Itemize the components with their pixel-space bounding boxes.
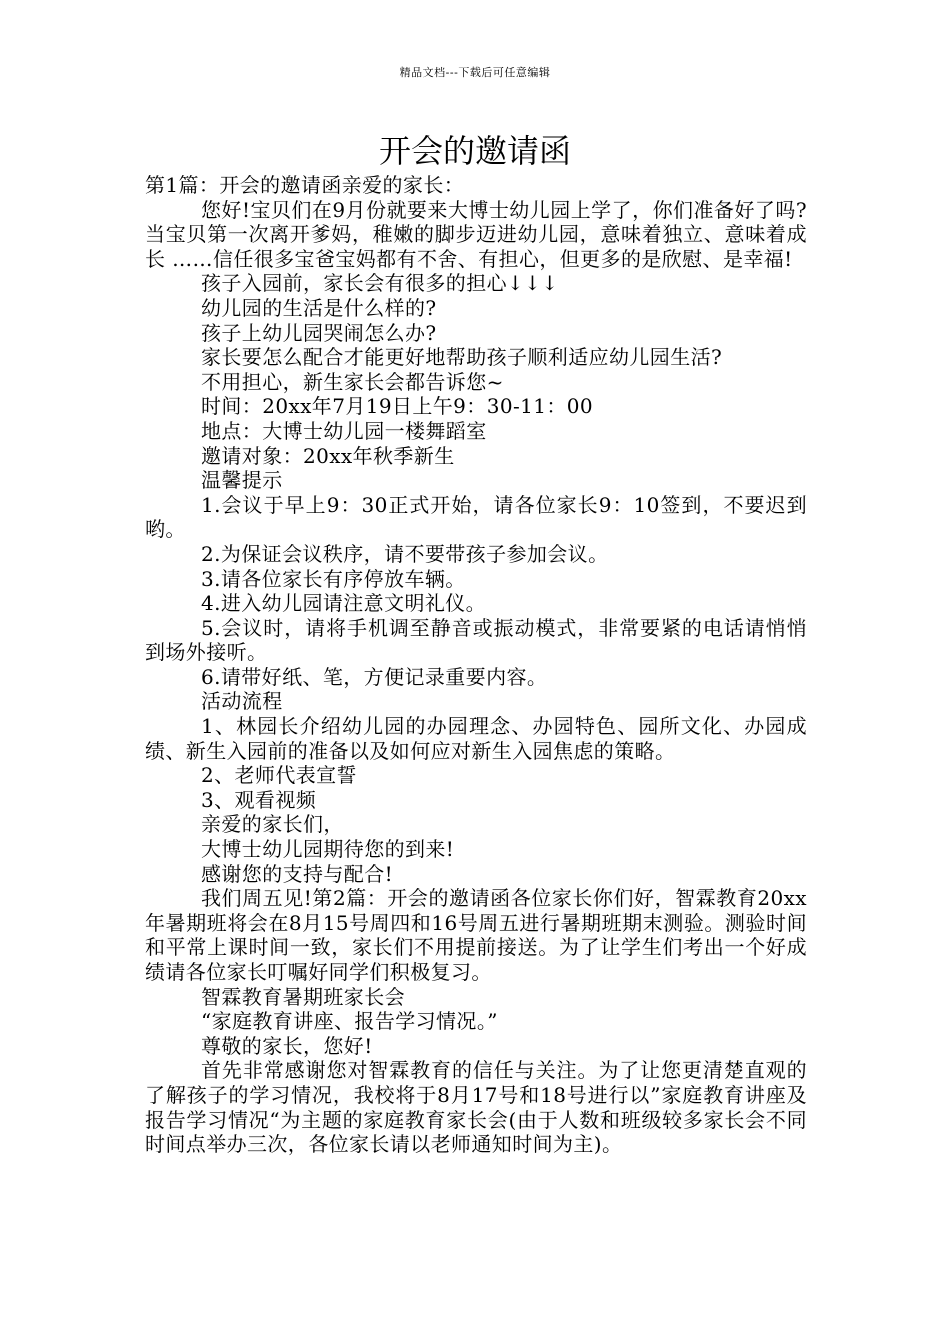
paragraph: 时间：20xx年7月19日上午9：30-11：00 (201, 394, 594, 419)
paragraph: 1、林园长介绍幼儿园的办园理念、办园特色、园所文化、办园成绩、新生入园前的准备以及如何应对新生入园焦虑的策略。 (145, 714, 807, 763)
paragraph: 5.会议时，请将手机调至静音或振动模式，非常要紧的电话请悄悄到场外接听。 (145, 615, 807, 665)
paragraph: 活动流程 (201, 689, 283, 714)
paragraph: 尊敬的家长，您好! (201, 1033, 373, 1058)
document-body (145, 173, 807, 1157)
paragraph: 不用担心，新生家长会都告诉您~ (201, 369, 504, 394)
paragraph: 6.请带好纸、笔，方便记录重要内容。 (201, 664, 548, 689)
paragraph: 2、老师代表宣誓 (201, 763, 357, 788)
paragraph: 邀请对象：20xx年秋季新生 (201, 443, 455, 468)
paragraph: 智霖教育暑期班家长会 (201, 984, 405, 1009)
page-header: 精品文档---下载后可任意编辑 (399, 66, 551, 79)
paragraph: 孩子入园前，家长会有很多的担心↓↓↓ (201, 271, 559, 296)
paragraph: 孩子上幼儿园哭闹怎么办? (201, 320, 437, 345)
document-title: 开会的邀请函 (378, 132, 571, 170)
paragraph: “家庭教育讲座、报告学习情况。” (201, 1009, 498, 1034)
paragraph: 温馨提示 (201, 468, 283, 493)
paragraph: 第1篇：开会的邀请函亲爱的家长： (145, 173, 465, 197)
paragraph: 首先非常感谢您对智霖教育的信任与关注。为了让您更清楚直观的了解孩子的学习情况，我校将于8月17号和18号进行以”家庭教育讲座及报告学习情况“为主题的家庭教育家长会(由于人数和班级较多家长会不同时间点举办三次，各位家长请以老师通知时间为主)。 (145, 1058, 807, 1157)
paragraph: 您好!宝贝们在9月份就要来大博士幼儿园上学了，你们准备好了吗?当宝贝第一次离开爹妈，稚嫩的脚步迈进幼儿园，意味着独立、意味着成长 ……信任很多宝爸宝妈都有不舍、有担心，但更多的是欣慰、是幸福! (145, 197, 807, 271)
paragraph: 4.进入幼儿园请注意文明礼仪。 (201, 591, 487, 616)
paragraph: 1.会议于早上9：30正式开始，请各位家长9：10签到，不要迟到哟。 (145, 492, 807, 542)
paragraph: 我们周五见!第2篇：开会的邀请函各位家长你们好，智霖教育20xx年暑期班将会在8月15号周四和16号周五进行暑期班期末测验。测验时间和平常上课时间一致，家长们不用提前接送。为了让学生们考出一个好成绩请各位家长叮嘱好同学们积极复习。 (145, 886, 807, 984)
paragraph: 幼儿园的生活是什么样的? (201, 295, 437, 320)
paragraph: 大博士幼儿园期待您的到来! (201, 837, 455, 862)
paragraph: 家长要怎么配合才能更好地帮助孩子顺利适应幼儿园生活? (201, 345, 723, 370)
paragraph: 3.请各位家长有序停放车辆。 (201, 566, 466, 591)
paragraph: 地点：大博士幼儿园一楼舞蹈室 (201, 418, 487, 443)
paragraph: 2.为保证会议秩序，请不要带孩子参加会议。 (201, 541, 609, 566)
paragraph: 亲爱的家长们， (201, 812, 344, 837)
paragraph: 感谢您的支持与配合! (201, 861, 394, 886)
paragraph: 3、观看视频 (201, 787, 317, 812)
